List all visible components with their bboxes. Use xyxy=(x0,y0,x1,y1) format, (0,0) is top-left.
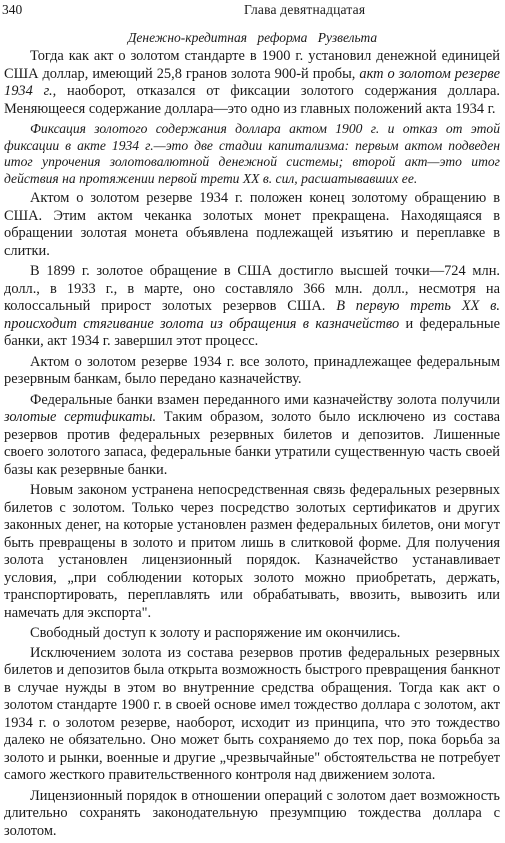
body-text xyxy=(4,48,500,843)
paragraph: Тогда как акт о золотом стандарте в 1900 г. установил денежной единицей США доллар, имеющий 25,8 гранов золота 900-й пробы, акт о золотом резерве 1934 г., наоборот, отказался от фиксации золотого содержания доллара. Меняющееся содержание доллара—это одно из главных положений акта 1934 г. xyxy=(4,48,500,117)
running-title: Глава девятнадцатая xyxy=(244,2,366,17)
page-header xyxy=(0,0,505,18)
paragraph: Новым законом устранена непосредственная связь федеральных резервных билетов с золотом. Только через посредство золотых сертификатов и других законных денег, на которые установлен размен федеральных билетов, они могут быть превращены в золото и притом лишь в слитковой форме. Для получения золота установлен лицензионный порядок. Казначейство устанавливает условия, „при соблюдении которых золото можно приобретать, держать, транспортировать, переплавлять или обрабатывать, ввозить, вывозить или намечать для экспорта". xyxy=(4,482,500,621)
paragraph: Актом о золотом резерве 1934 г. все золото, принадлежащее федеральным резервным банкам, было передано казначейству. xyxy=(4,353,500,388)
paragraph: Лицензионный порядок в отношении операций с золотом дает возможность длительно сохранять законодательную презумпцию тождества доллара с золотом. xyxy=(4,787,500,839)
emphasis: золотые сертификаты. xyxy=(4,409,157,426)
paragraph-italic: Фиксация золотого содержания доллара актом 1900 г. и отказ от этой фиксации в акте 1934 г.—это две стадии капитализма: первым актом подведен итог упрочения золотовалютной денежной системы; второй акт—это итог действия на протяжении первой трети XX в. сил, расшатывавших ее. xyxy=(4,121,500,186)
paragraph: В 1899 г. золотое обращение в США достигло высшей точки—724 млн. долл., в 1933 г., в марте, оно составляло 366 млн. долл., несмотря на колоссальный прирост золотых резервов США. В первую треть XX в. происходит стягивание золота из обращения в казначейство и федеральные банки, акт 1934 г. завершил этот процесс. xyxy=(4,263,500,350)
paragraph: Актом о золотом резерве 1934 г. положен конец золотому обращению в США. Этим актом чеканка золотых монет прекращена. Находящаяся в обращении золотая монета объявлена подлежащей изъятию и переплавке в слитки. xyxy=(4,190,500,259)
paragraph: Исключением золота из состава резервов против федеральных резервных билетов и депозитов была открыта возможность быстрого превращения банкнот в случае нужды в этом во внутренние средства обращения. Тогда как акт о золотом стандарте 1900 г. в своей основе имел тождество доллара с золотом, акт 1934 г. о золотом резерве, наоборот, исходит из принципа, что это тождество далеко не обязательно. Оно может быть сохраняемо до тех пор, пока борьба за золото и рынки, военные и другие „чрезвычайные" обстоятельства не потребует самого жесткого правительственного контроля над движением золота. xyxy=(4,644,500,784)
section-title: Денежно-кредитная реформа Рузвельта xyxy=(127,30,378,45)
page-number: 340 xyxy=(2,2,23,17)
emphasis: акт о золотом резерве 1934 г., xyxy=(4,65,500,99)
paragraph: Федеральные банки взамен переданного ими казначейству золота получили золотые сертификаты. Таким образом, золото было исключено из состава резервов против федеральных резервных билетов и депозитов. Лишенные своего золотого запаса, федеральные банки утратили существенную часть своей базы как резервные банки. xyxy=(4,391,500,478)
paragraph: Свободный доступ к золоту и распоряжение им окончились. xyxy=(30,625,401,642)
emphasis: В первую треть XX в. происходит стягивание золота из обращения в казначейство xyxy=(4,298,500,332)
